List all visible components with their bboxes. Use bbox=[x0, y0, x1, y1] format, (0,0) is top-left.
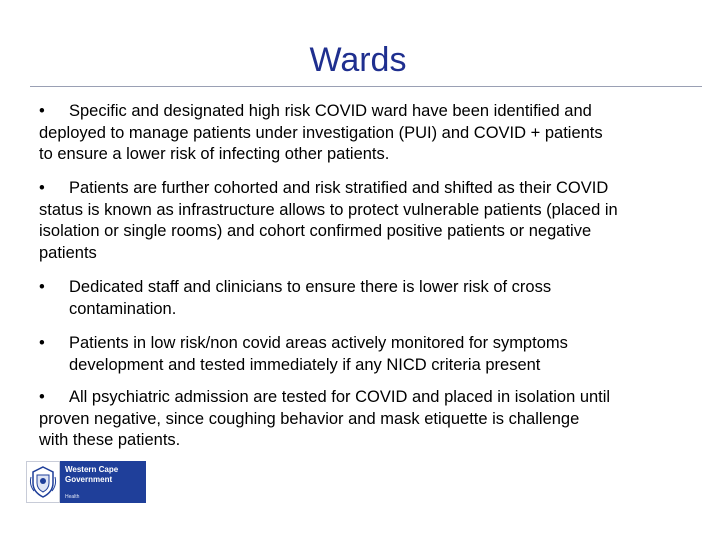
bullet-item-2 bbox=[39, 178, 618, 264]
bullet-marker: • bbox=[39, 334, 45, 352]
bullet-5-line-3: with these patients. bbox=[39, 431, 181, 449]
bullet-5-line-1: • All psychiatric admission are tested for COVID and placed in isolation until bbox=[39, 387, 610, 409]
title-divider bbox=[30, 86, 702, 87]
coat-of-arms-icon bbox=[26, 461, 60, 503]
bullet-marker: • bbox=[39, 388, 45, 406]
logo-org-line-1: Western Cape bbox=[65, 465, 119, 474]
bullet-2-line-4: patients bbox=[39, 243, 97, 262]
logo-org-line-2: Government bbox=[65, 475, 113, 484]
bullet-item-4 bbox=[39, 333, 679, 377]
logo-department: Health bbox=[65, 494, 80, 500]
bullet-1-line-2: deployed to manage patients under investigation (PUI) and COVID + patients bbox=[39, 123, 603, 142]
bullet-4-line-1: Patients in low risk/non covid areas actively monitored for symptoms bbox=[69, 334, 568, 352]
western-cape-government-logo bbox=[26, 461, 146, 503]
bullet-2-line-1: • Patients are further cohorted and risk stratified and shifted as their COVID bbox=[39, 178, 618, 200]
bullet-3-line-2: contamination. bbox=[69, 299, 177, 318]
bullet-marker: • bbox=[39, 102, 45, 120]
bullet-item-5 bbox=[39, 387, 610, 452]
bullet-2-line-3: isolation or single rooms) and cohort confirmed positive patients or negative bbox=[39, 222, 592, 240]
bullet-2-line-2: status is known as infrastructure allows to protect vulnerable patients (placed in bbox=[39, 200, 618, 219]
bullet-4-line-2: development and tested immediately if any NICD criteria present bbox=[69, 355, 541, 374]
bullet-marker: • bbox=[39, 179, 45, 197]
bullet-1-line-3: to ensure a lower risk of infecting other patients. bbox=[39, 145, 390, 163]
logo-text-panel bbox=[60, 461, 146, 503]
bullet-3-line-1: Dedicated staff and clinicians to ensure there is lower risk of cross bbox=[69, 278, 552, 296]
slide-title: Wards bbox=[309, 41, 407, 79]
bullet-item-1 bbox=[39, 101, 603, 166]
bullet-1-line-1: • Specific and designated high risk COVID ward have been identified and bbox=[39, 101, 603, 123]
bullet-5-line-2: proven negative, since coughing behavior and mask etiquette is challenge bbox=[39, 409, 580, 428]
bullet-item-3 bbox=[39, 277, 679, 321]
bullet-marker: • bbox=[39, 278, 45, 296]
